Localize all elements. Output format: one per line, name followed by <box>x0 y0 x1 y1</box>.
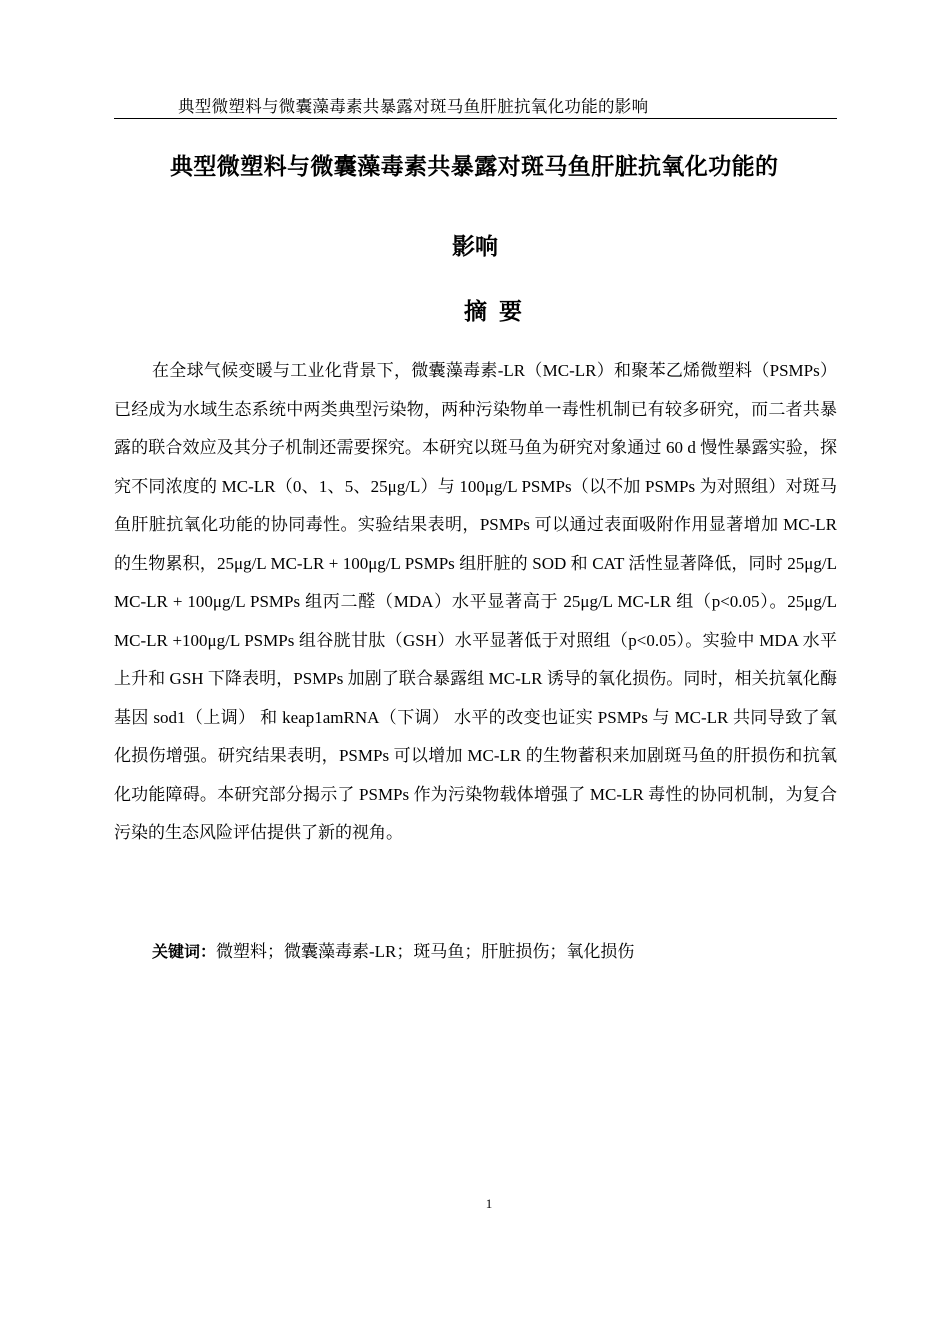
abstract-heading: 摘要 <box>464 299 534 325</box>
keywords-line <box>152 937 634 962</box>
paper-title-line-1: 典型微塑料与微囊藻毒素共暴露对斑马鱼肝脏抗氧化功能的 <box>170 154 779 180</box>
running-header: 典型微塑料与微囊藻毒素共暴露对斑马鱼肝脏抗氧化功能的影响 <box>178 97 649 116</box>
abstract-body: 在全球气候变暖与工业化背景下，微囊藻毒素-LR（MC-LR）和聚苯乙烯微塑料（PSMPs）已经成为水域生态系统中两类典型污染物，两种污染物单一毒性机制已有较多研究，而二者共暴露的联合效应及其分子机制还需要探究。本研究以斑马鱼为研究对象通过 60 d 慢性暴露实验，探究不同浓度的 MC-LR（0、1、5、25μg/L）与 100μg/L PSMPs（以不加 PSMPs 为对照组）对斑马鱼肝脏抗氧化功能的协同毒性。实验结果表明，PSMPs 可以通过表面吸附作用显著增加 MC-LR 的生物累积，25μg/L MC-LR + 100μg/L PSMPs 组肝脏的 SOD 和 CAT 活性显著降低，同时 25μg/L MC-LR + 100μg/L PSMPs 组丙二醛（MDA）水平显著高于 25μg/L MC-LR 组（p<0.05）。25μg/L MC-LR +100μg/L PSMPs 组谷胱甘肽（GSH）水平显著低于对照组（p<0.05）。实验中 MDA 水平上升和 GSH 下降表明，PSMPs 加剧了联合暴露组 MC-LR 诱导的氧化损伤。同时，相关抗氧化酶基因 sod1（上调） 和 keap1amRNA（下调） 水平的改变也证实 PSMPs 与 MC-LR 共同导致了氧化损伤增强。研究结果表明，PSMPs 可以增加 MC-LR 的生物蓄积来加剧斑马鱼的肝损伤和抗氧化功能障碍。本研究部分揭示了 PSMPs 作为污染物载体增强了 MC-LR 毒性的协同机制，为复合污染的生态风险评估提供了新的视角。 <box>114 361 837 842</box>
paper-title-line-2: 影响 <box>452 234 498 260</box>
keywords-text: 微塑料；微囊藻毒素-LR；斑马鱼；肝脏损伤；氧化损伤 <box>216 942 635 961</box>
keywords-label: 关键词： <box>152 942 217 961</box>
page-number: 1 <box>485 1196 493 1211</box>
header-divider <box>114 118 837 119</box>
